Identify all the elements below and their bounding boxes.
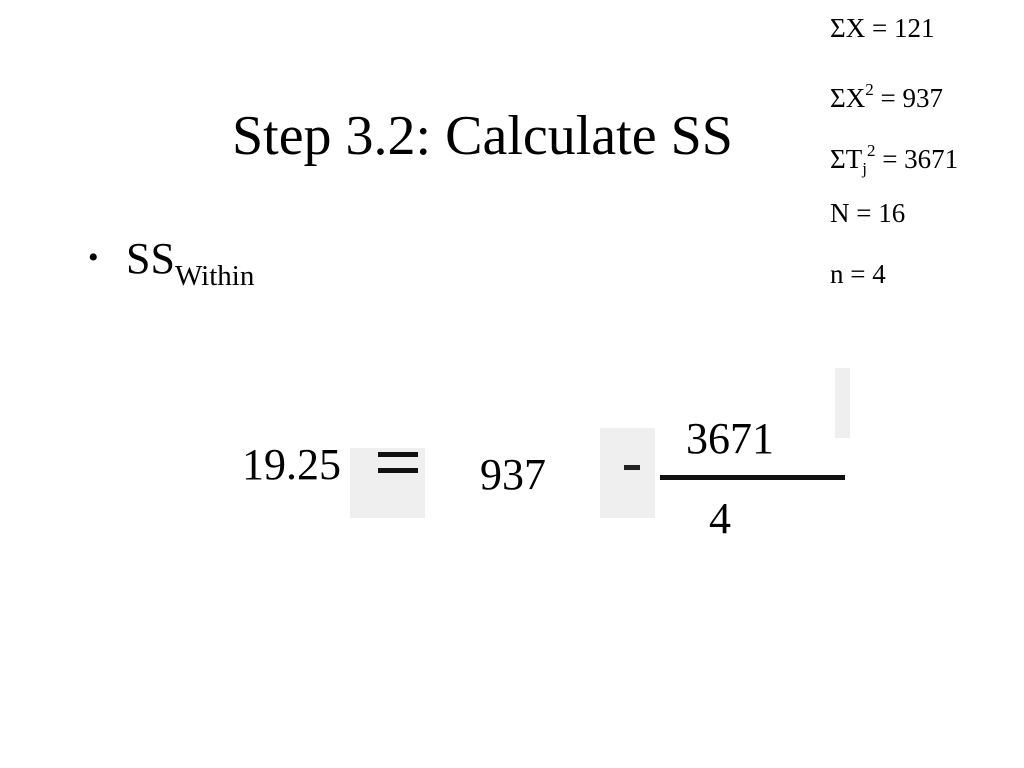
equation-result: 19.25	[242, 440, 341, 489]
equation-denominator: 4	[709, 494, 731, 543]
given-n-group	[830, 254, 958, 294]
given-value: = 16	[849, 197, 906, 228]
given-subscript: j	[862, 159, 867, 178]
given-superscript: 2	[865, 79, 874, 99]
equation-sum-x-squared: 937	[480, 450, 546, 499]
equation-numerator: 3671	[686, 414, 774, 463]
bullet-icon: •	[88, 241, 99, 274]
given-label: ΣT	[830, 144, 863, 174]
bullet-item-ss-within	[88, 232, 254, 302]
given-label: N	[830, 197, 850, 228]
fraction-bar	[660, 475, 845, 480]
bullet-label: SS	[126, 234, 175, 283]
given-sum-tj-squared	[830, 131, 959, 178]
slide-title: Step 3.2: Calculate SS	[232, 105, 733, 167]
given-value: = 4	[843, 259, 886, 289]
given-value: = 121	[865, 13, 935, 43]
equals-sign-icon	[378, 452, 418, 474]
given-superscript: 2	[866, 141, 876, 160]
given-values-list	[830, 8, 958, 316]
minus-sign-icon	[624, 465, 640, 470]
given-label: ΣX	[830, 82, 866, 113]
given-n-total	[830, 193, 958, 233]
image-artifact	[835, 368, 850, 438]
bullet-subscript: Within	[174, 260, 255, 292]
given-label: ΣX	[830, 13, 866, 43]
given-value: = 3671	[875, 144, 959, 174]
given-label: n	[830, 259, 844, 289]
given-value: = 937	[873, 82, 943, 113]
given-sum-x-squared	[830, 70, 958, 113]
given-sum-x	[830, 8, 958, 48]
image-artifact	[600, 428, 655, 518]
equation-image	[350, 368, 850, 518]
